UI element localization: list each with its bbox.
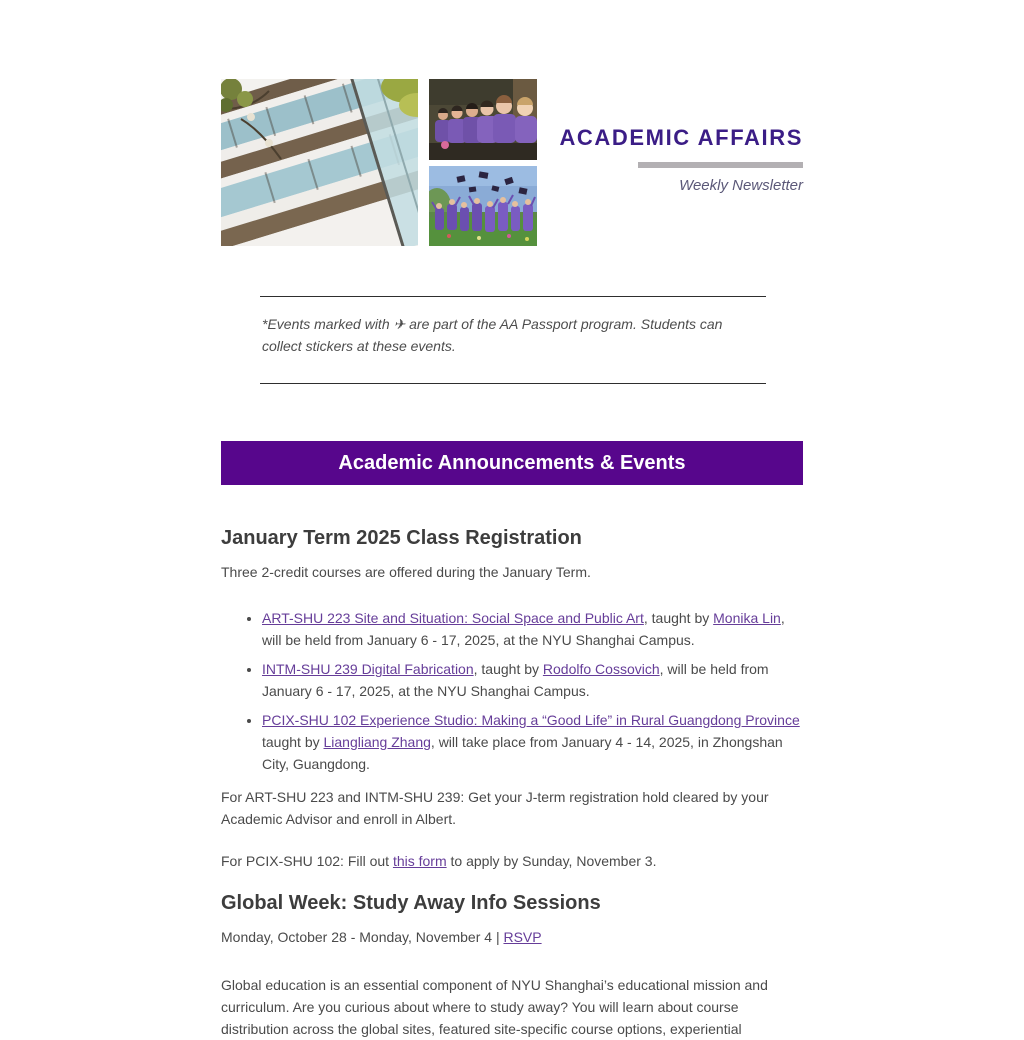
date-range-text: Monday, October 28 - Monday, November 4 | [221,929,504,945]
global-week-dates [221,926,803,948]
brand-block [556,79,803,246]
passport-note [260,296,766,384]
application-form-link[interactable]: this form [392,853,447,869]
students-photo [429,79,537,160]
paragraph-text: to apply by Sunday, November 3. [446,853,657,869]
passport-note-text: *Events marked with ✈ are part of the AA Passport program. Students can collect stickers at these events. [262,316,723,354]
list-item-text: , taught by [643,610,714,626]
newsletter-page [221,0,803,1040]
section-banner: Academic Announcements & Events [221,441,803,485]
course-link[interactable]: ART-SHU 223 Site and Situation: Social Space and Public Art [262,610,644,626]
brand-title: ACADEMIC AFFAIRS [559,125,803,150]
list-item-text: , will be held from January 6 - 17, 2025, at the NYU Shanghai Campus. [262,661,769,699]
instructor-link[interactable]: Monika Lin [713,610,781,626]
graduation-illustration [429,166,537,246]
students-illustration [429,79,537,160]
global-week-heading: Global Week: Study Away Info Sessions [221,892,601,914]
course-list-item [262,607,803,651]
campus-building-photo [221,79,418,246]
global-week-paragraph: Global education is an essential component of NYU Shanghai’s educational mission and curriculum. Are you curious about where to study away? You will learn about course distribution across the global sites, featured site-specific course options, experiential [221,977,768,1037]
masthead-photo-column [429,79,537,246]
graduation-photo [429,166,537,246]
campus-building-illustration [221,79,418,246]
course-list-item [262,709,803,775]
jterm-intro: Three 2-credit courses are offered during the January Term. [221,564,591,580]
list-item-text: , will be held from January 6 - 17, 2025, at the NYU Shanghai Campus. [262,610,785,648]
course-list-item [262,658,803,702]
rsvp-link[interactable]: RSVP [503,929,542,945]
list-item-text: , taught by [473,661,543,677]
brand-subtitle: Weekly Newsletter [679,177,803,194]
jterm-form-paragraph [221,850,803,872]
course-link[interactable]: INTM-SHU 239 Digital Fabrication [262,661,474,677]
masthead [221,79,803,246]
brand-divider-bar [638,162,803,168]
list-item-text: , will take place from January 4 - 14, 2025, in Zhongshan City, Guangdong. [262,734,783,772]
list-item-text: taught by [262,734,324,750]
course-list [221,607,803,775]
instructor-link[interactable]: Rodolfo Cossovich [542,661,660,677]
jterm-heading: January Term 2025 Class Registration [221,527,582,549]
paragraph-text: For PCIX-SHU 102: Fill out [221,853,393,869]
course-link[interactable]: PCIX-SHU 102 Experience Studio: Making a “Good Life” in Rural Guangdong Province [262,712,800,728]
instructor-link[interactable]: Liangliang Zhang [323,734,431,750]
jterm-hold-paragraph: For ART-SHU 223 and INTM-SHU 239: Get your J-term registration hold cleared by your Academic Advisor and enroll in Albert. [221,789,769,827]
